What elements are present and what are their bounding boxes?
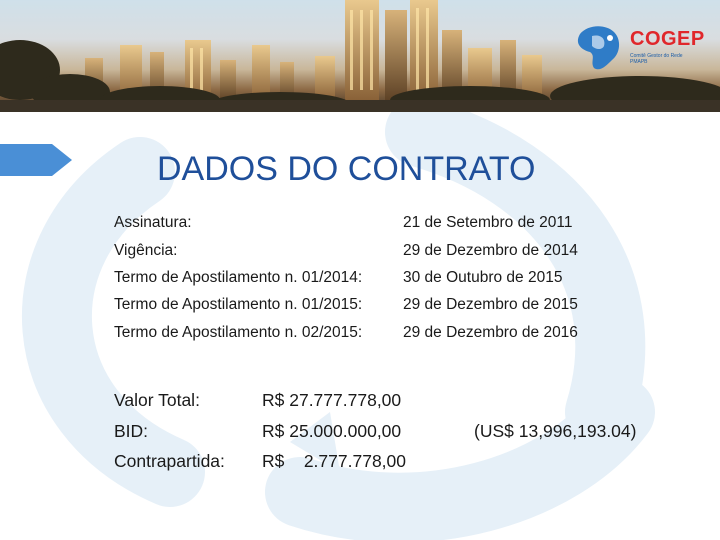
date-label: Termo de Apostilamento n. 02/2015: [114,324,363,341]
cogep-logo [570,20,705,80]
usd-note: (US$ 13,996,193.04) [474,421,637,441]
header-banner [0,0,720,112]
date-label: Assinatura: [114,214,192,231]
value-label: BID: [114,421,149,441]
page-title: DADOS DO CONTRATO [157,150,536,188]
value-amount: R$ 25.000.000,00 [262,421,402,441]
date-value: 29 de Dezembro de 2016 [403,324,578,341]
date-value: 21 de Setembro de 2011 [403,214,573,231]
value-label: Valor Total: [114,390,200,410]
logo-name: COGEP [630,28,705,50]
date-value: 30 de Outubro de 2015 [403,269,563,286]
date-label: Termo de Apostilamento n. 01/2015: [114,296,363,313]
value-label: Contrapartida: [114,451,225,471]
value-amount: R$ 2.777.778,00 [262,451,406,471]
value-amount: R$ 27.777.778,00 [262,390,402,410]
logo-subtitle: Comitê Gestor do Rede PMAPB [630,53,683,65]
date-value: 29 de Dezembro de 2014 [403,242,578,259]
brazil-map-logo-icon [570,20,626,76]
date-value: 29 de Dezembro de 2015 [403,296,578,313]
date-label: Vigência: [114,242,178,259]
date-label: Termo de Apostilamento n. 01/2014: [114,269,363,286]
accent-tab [0,144,72,176]
